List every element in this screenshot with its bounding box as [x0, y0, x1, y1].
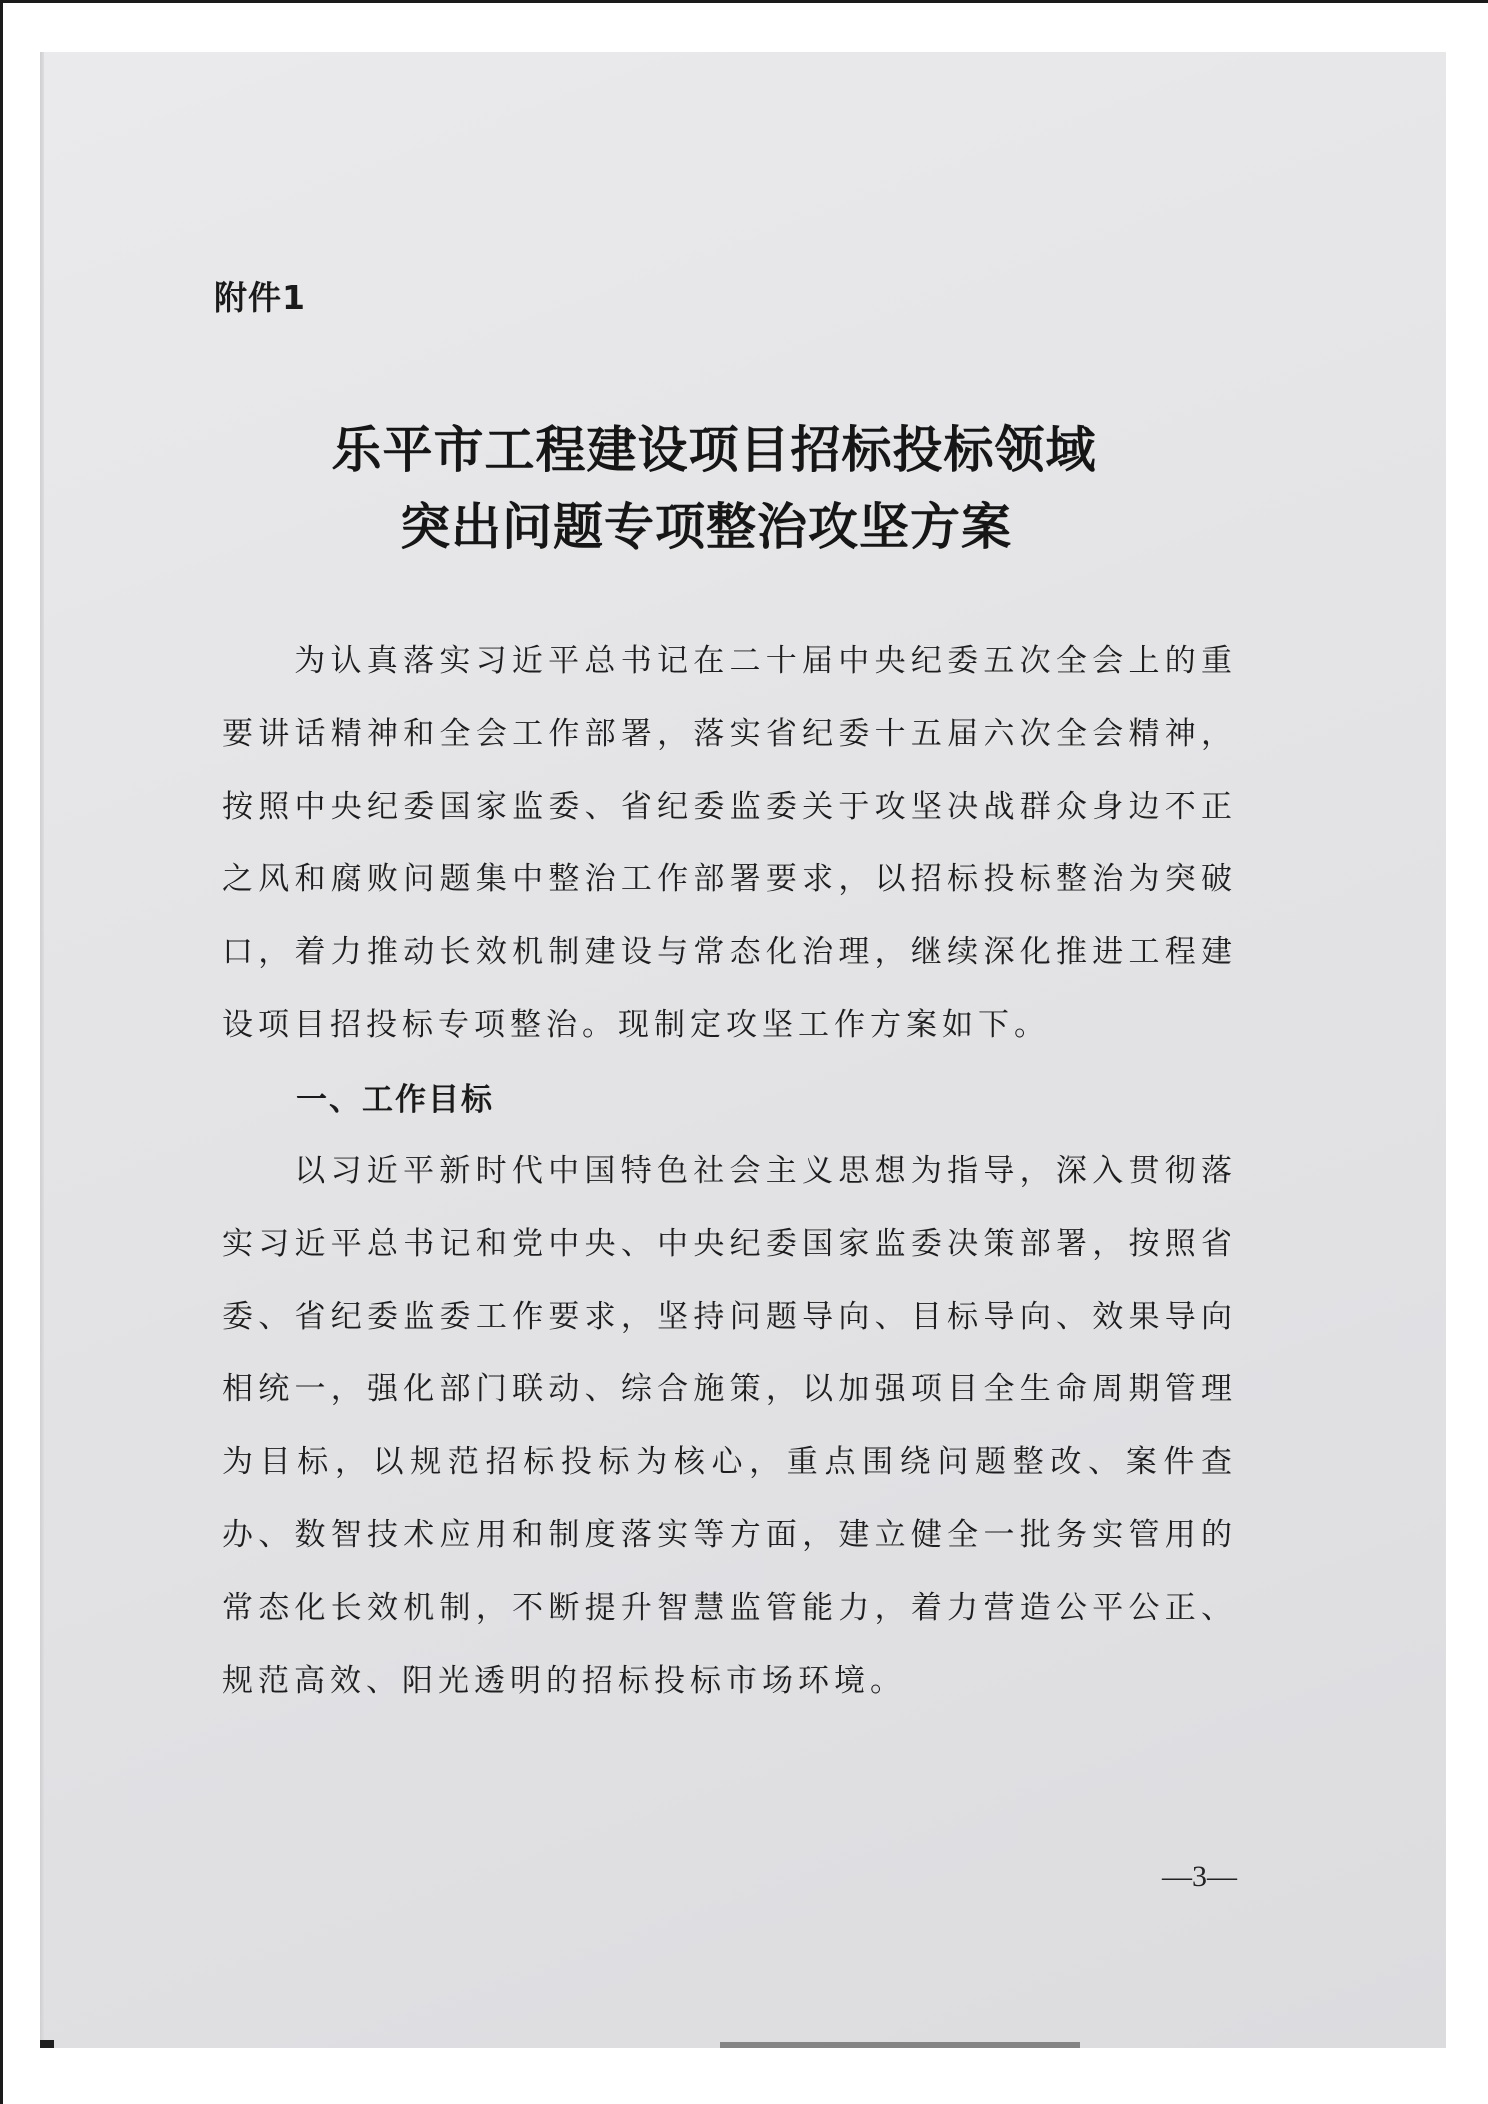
goals-paragraph-text: 以习近平新时代中国特色社会主义思想为指导，深入贯彻落实习近平总书记和党中央、中央纪委国家监委决策部署，按照省委、省纪委监委工作要求，坚持问题导向、目标导向、效果导向相统一，强化部门联动、综合施策，以加强项目全生命周期管理为目标，以规范招标投标为核心，重点围绕问题整改、案件查办、数智技术应用和制度落实等方面，建立健全一批务实管用的常态化长效机制，不断提升智慧监管能力，着力营造公平公正、规范高效、阳光透明的招标投标市场环境。 [222, 1153, 1237, 1699]
intro-paragraph [222, 625, 1237, 1062]
goals-paragraph [222, 1135, 1237, 1717]
scan-left-edge [0, 0, 3, 2104]
scan-corner-mark [40, 2040, 54, 2048]
document-title-line-1: 乐平市工程建设项目招标投标领域 [331, 420, 1097, 479]
attachment-label: 附件1 [214, 278, 306, 317]
scan-bottom-shadow [720, 2042, 1080, 2048]
document-title-line-2: 突出问题专项整治攻坚方案 [400, 497, 1012, 556]
scan-top-edge [0, 0, 1488, 3]
intro-paragraph-text: 为认真落实习近平总书记在二十届中央纪委五次全会上的重要讲话精神和全会工作部署，落实省纪委十五届六次全会精神，按照中央纪委国家监委、省纪委监委关于攻坚决战群众身边不正之风和腐败问题集中整治工作部署要求，以招标投标整治为突破口，着力推动长效机制建设与常态化治理，继续深化推进工程建设项目招投标专项整治。现制定攻坚工作方案如下。 [222, 643, 1237, 1043]
page-number: —3— [1162, 1860, 1237, 1893]
section-heading-work-goals: 一、工作目标 [296, 1082, 494, 1118]
